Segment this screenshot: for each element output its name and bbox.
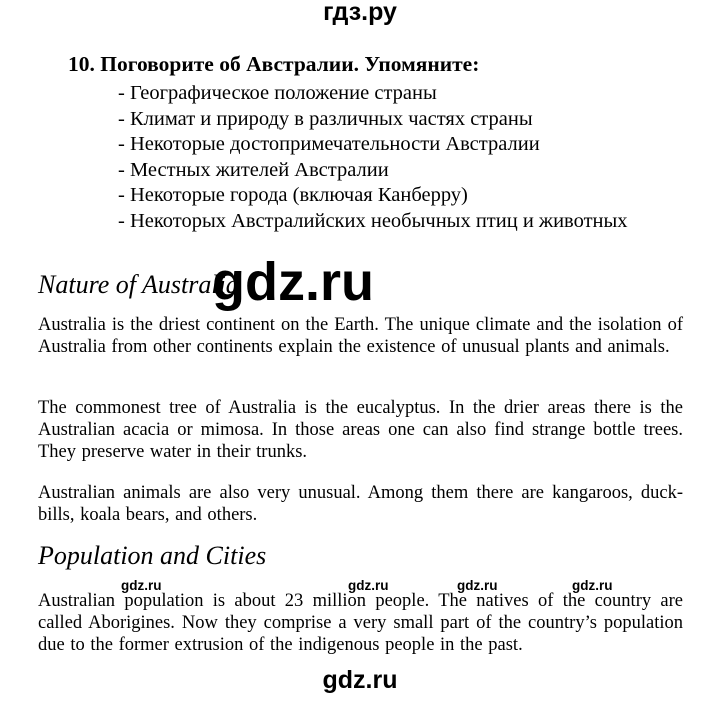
task-requirements-list	[118, 81, 628, 234]
gdz-watermark-large: gdz.ru	[212, 252, 374, 312]
task-title: 10. Поговорите об Австралии. Упомяните:	[68, 52, 480, 76]
list-item: - Некоторых Австралийских необычных птиц и животных	[118, 209, 628, 232]
paragraph-nature-3: Australian animals are also very unusual. Among them there are kangaroos, duck-bills, koala bears, and others.	[38, 483, 683, 526]
site-brand-header: гдз.ру	[323, 0, 397, 26]
paragraph-nature-2: The commonest tree of Australia is the eucalyptus. In the drier areas there is the Australian acacia or mimosa. In those areas one can also find strange bottle trees. They preserve water in their trunks.	[38, 398, 683, 463]
list-item: - Некоторые города (включая Канберру)	[118, 184, 468, 206]
gdz-watermark-small: gdz.ru	[121, 578, 162, 593]
paragraph-nature-1: Australia is the driest continent on the Earth. The unique climate and the isolation of Australia from other continents explain the existence of unusual plants and animals.	[38, 315, 683, 358]
gdz-watermark-small: gdz.ru	[348, 578, 389, 593]
list-item: - Некоторые достопримечательности Австралии	[118, 133, 540, 155]
site-brand-footer: gdz.ru	[322, 666, 398, 694]
list-item: - Местных жителей Австралии	[118, 158, 389, 181]
section-heading-population: Population and Cities	[38, 541, 267, 570]
gdz-watermark-small: gdz.ru	[572, 578, 613, 593]
section-heading-nature: Nature of Australia	[38, 270, 239, 299]
list-item: - Климат и природу в различных частях страны	[118, 107, 533, 130]
paragraph-population-1: Australian population is about 23 million people. The natives of the country are called Aborigines. Now they comprise a very small part of the country’s population due to the former extrusion of the indigenous people in the past.	[38, 591, 683, 656]
list-item: - Географическое положение страны	[118, 82, 437, 104]
gdz-watermark-small: gdz.ru	[457, 578, 498, 593]
